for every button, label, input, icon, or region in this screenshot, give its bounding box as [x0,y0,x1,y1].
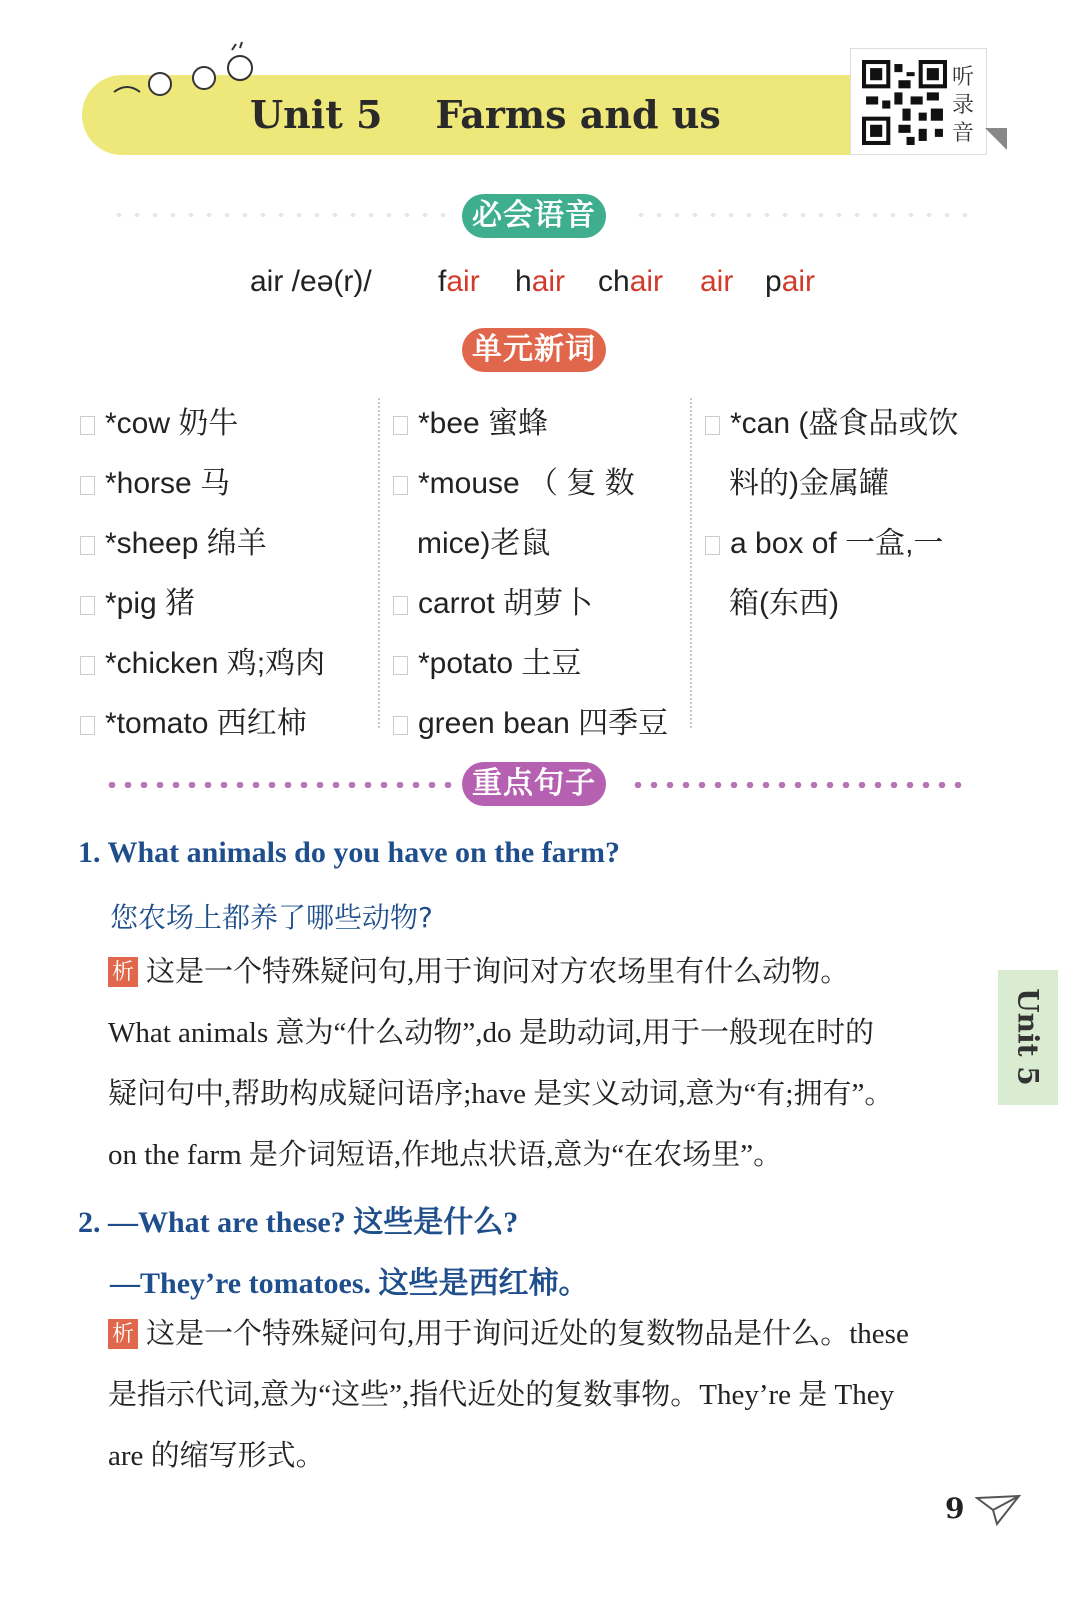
section-vocab-title: 单元新词 [462,328,606,372]
divider-dots-right [630,782,966,788]
vocab-item: carrot 胡萝卜 [393,578,593,622]
vocab-item: *pig 猪 [80,578,195,622]
checkbox[interactable] [393,416,408,435]
checkbox[interactable] [80,536,95,555]
listen-audio-label[interactable]: 听录音 [952,65,975,146]
checkbox[interactable] [80,416,95,435]
analysis-mark-icon: 析 [108,957,138,987]
column-separator [378,398,380,728]
page-number: 9 [945,1492,965,1525]
divider-dots-right [632,213,972,217]
section-phonics-title: 必会语音 [462,194,606,238]
phonics-word: chair [598,265,664,298]
checkbox[interactable] [393,656,408,675]
checkbox[interactable] [80,476,95,495]
section-sentences-title: 重点句子 [462,762,606,806]
sentence-1-translation: 您农场上都养了哪些动物? [110,901,433,934]
phonics-word: air [700,265,734,298]
vocab-item: *mouse （ 复 数 [393,458,635,502]
vocab-item: *horse 马 [80,458,230,502]
vocab-item: *potato 土豆 [393,638,581,682]
checkbox[interactable] [80,656,95,675]
checkbox[interactable] [393,476,408,495]
vocab-column-3 [705,398,995,738]
vocab-item-continued: mice)老鼠 [417,527,551,560]
vocab-column-1 [80,398,380,738]
phonics-word: hair [515,265,566,298]
unit-side-tab-label: Unit 5 [1011,988,1045,1086]
phonics-word: pair [765,265,816,298]
unit-title: Unit 5 Farms and us [250,92,721,137]
checkbox[interactable] [393,716,408,735]
qr-code-icon[interactable] [862,60,947,145]
sentence-1-question: 1. What animals do you have on the farm? [78,836,620,869]
vocab-item-continued: 箱(东西) [729,587,839,620]
vocab-item: a box of 一盒,一 [705,518,943,562]
paper-plane-icon [975,1492,1021,1528]
checkbox[interactable] [705,536,720,555]
divider-dots-left [110,213,450,217]
vocab-item: *tomato 西红柿 [80,698,307,742]
sentence-1-analysis: 析 这是一个特殊疑问句,用于询问对方农场里有什么动物。 What animals 意为“什么动物”,do 是助动词,用于一般现在时的 疑问句中,帮助构成疑问语序;have 是实义动词,意为“有;拥有”。 on the farm 是介词短语,作地点状语,意为“在农场里”。 [108,956,894,1171]
checkbox[interactable] [393,596,408,615]
chick-doodle-icon [112,40,272,100]
vocab-item: green bean 四季豆 [393,698,668,742]
divider-dots-left [104,782,456,788]
vocab-item: *can (盛食品或饮 [705,398,958,442]
vocab-item: *cow 奶牛 [80,398,238,442]
sentence-2-analysis: 析 这是一个特殊疑问句,用于询问近处的复数物品是什么。these 是指示代词,意为“这些”,指代近处的复数事物。They’re 是 They are 的缩写形式。 [108,1318,909,1472]
analysis-mark-icon: 析 [108,1319,138,1349]
vocab-item: *chicken 鸡;鸡肉 [80,638,325,682]
page-corner-fold [985,128,1007,150]
checkbox[interactable] [80,716,95,735]
phonics-word: fair [438,265,480,298]
vocab-item: *sheep 绵羊 [80,518,267,562]
vocab-column-2 [393,398,688,738]
sentence-2-answer: —They’re tomatoes. 这些是西红柿。 [110,1267,589,1300]
sentence-2-question: 2. —What are these? 这些是什么? [78,1206,519,1239]
checkbox[interactable] [705,416,720,435]
vocab-item: *bee 蜜蜂 [393,398,548,442]
column-separator [690,398,692,728]
phonics-pattern: air /eə(r)/ [250,265,372,298]
checkbox[interactable] [80,596,95,615]
vocab-item-continued: 料的)金属罐 [729,467,889,500]
